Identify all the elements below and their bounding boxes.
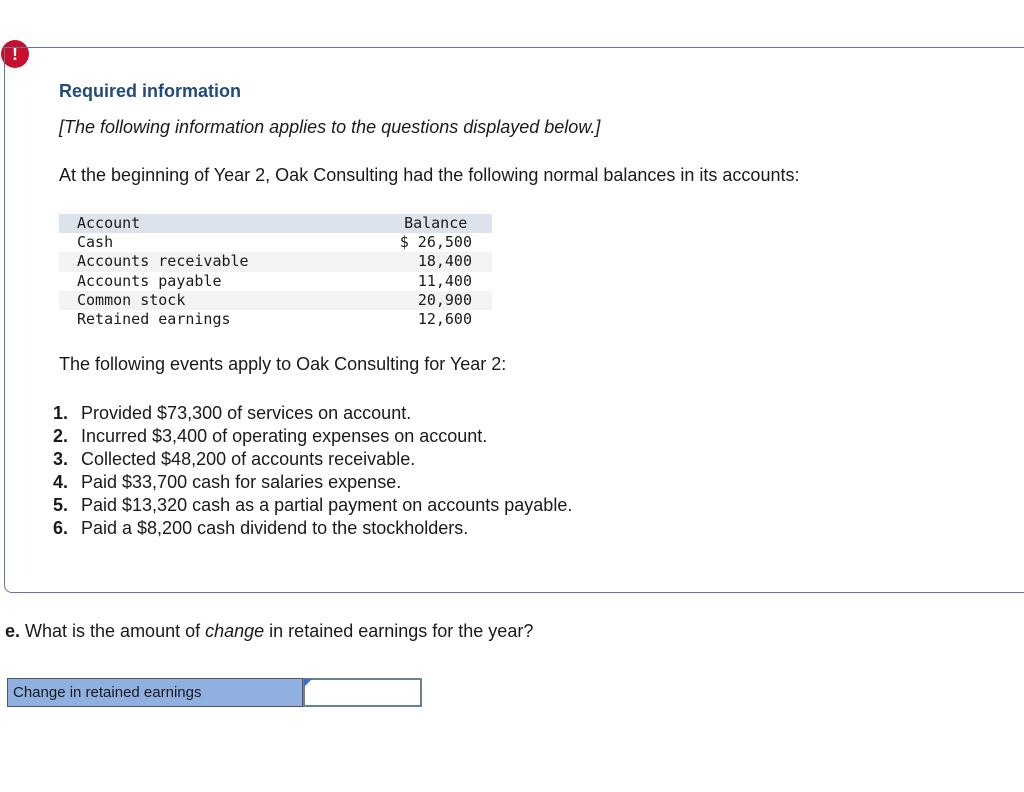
event-text: Collected $48,200 of accounts receivable. [81, 449, 416, 469]
question-emphasis: change [205, 621, 265, 641]
events-intro: The following events apply to Oak Consulting for Year 2: [59, 354, 507, 374]
event-number: 6. [53, 518, 69, 538]
account-name: Retained earnings [77, 310, 231, 329]
input-corner-marker-icon [304, 679, 312, 687]
account-name: Accounts receivable [77, 252, 249, 271]
question-post: in retained earnings for the year? [264, 621, 534, 641]
question-text [5, 621, 533, 642]
header-account: Account [77, 214, 141, 233]
table-row [59, 252, 492, 271]
balances-table [59, 214, 492, 329]
answer-input-wrapper [303, 678, 422, 707]
account-name: Accounts payable [77, 271, 222, 290]
alert-icon: ! [1, 40, 29, 68]
question-pre: What is the amount of [20, 621, 206, 641]
question-letter: e. [5, 621, 21, 641]
table-header-row [59, 214, 492, 233]
intro-text: At the beginning of Year 2, Oak Consulting had the following normal balances in its accounts: [59, 165, 800, 185]
event-text: Incurred $3,400 of operating expenses on account. [81, 426, 488, 446]
answer-row [7, 678, 422, 707]
event-text: Paid a $8,200 cash dividend to the stockholders. [81, 518, 469, 538]
account-balance: 11,400 [417, 271, 472, 290]
account-balance: 12,600 [417, 310, 472, 329]
list-item [53, 494, 572, 517]
change-in-retained-earnings-input[interactable] [303, 678, 422, 707]
answer-label: Change in retained earnings [7, 678, 303, 707]
applies-note: [The following information applies to the questions displayed below.] [59, 117, 601, 137]
event-number: 3. [53, 449, 69, 469]
list-item [53, 517, 572, 540]
list-item [53, 425, 572, 448]
event-number: 2. [53, 426, 69, 446]
event-text: Paid $13,320 cash as a partial payment on accounts payable. [81, 495, 573, 515]
table-row [59, 272, 492, 291]
account-balance: 20,900 [417, 290, 472, 309]
account-name: Common stock [77, 290, 186, 309]
event-text: Paid $33,700 cash for salaries expense. [81, 472, 402, 492]
account-balance: $ 26,500 [399, 233, 472, 252]
events-list [53, 402, 572, 540]
event-number: 4. [53, 472, 69, 492]
list-item [53, 448, 572, 471]
table-row [59, 310, 492, 329]
table-row [59, 233, 492, 252]
list-item [53, 402, 572, 425]
account-balance: 18,400 [417, 252, 472, 271]
list-item [53, 471, 572, 494]
event-number: 1. [53, 403, 69, 423]
event-text: Provided $73,300 of services on account. [81, 403, 412, 423]
account-name: Cash [77, 233, 114, 252]
required-info-title: Required information [59, 81, 242, 101]
table-row [59, 291, 492, 310]
event-number: 5. [53, 495, 69, 515]
header-balance: Balance [404, 214, 468, 233]
